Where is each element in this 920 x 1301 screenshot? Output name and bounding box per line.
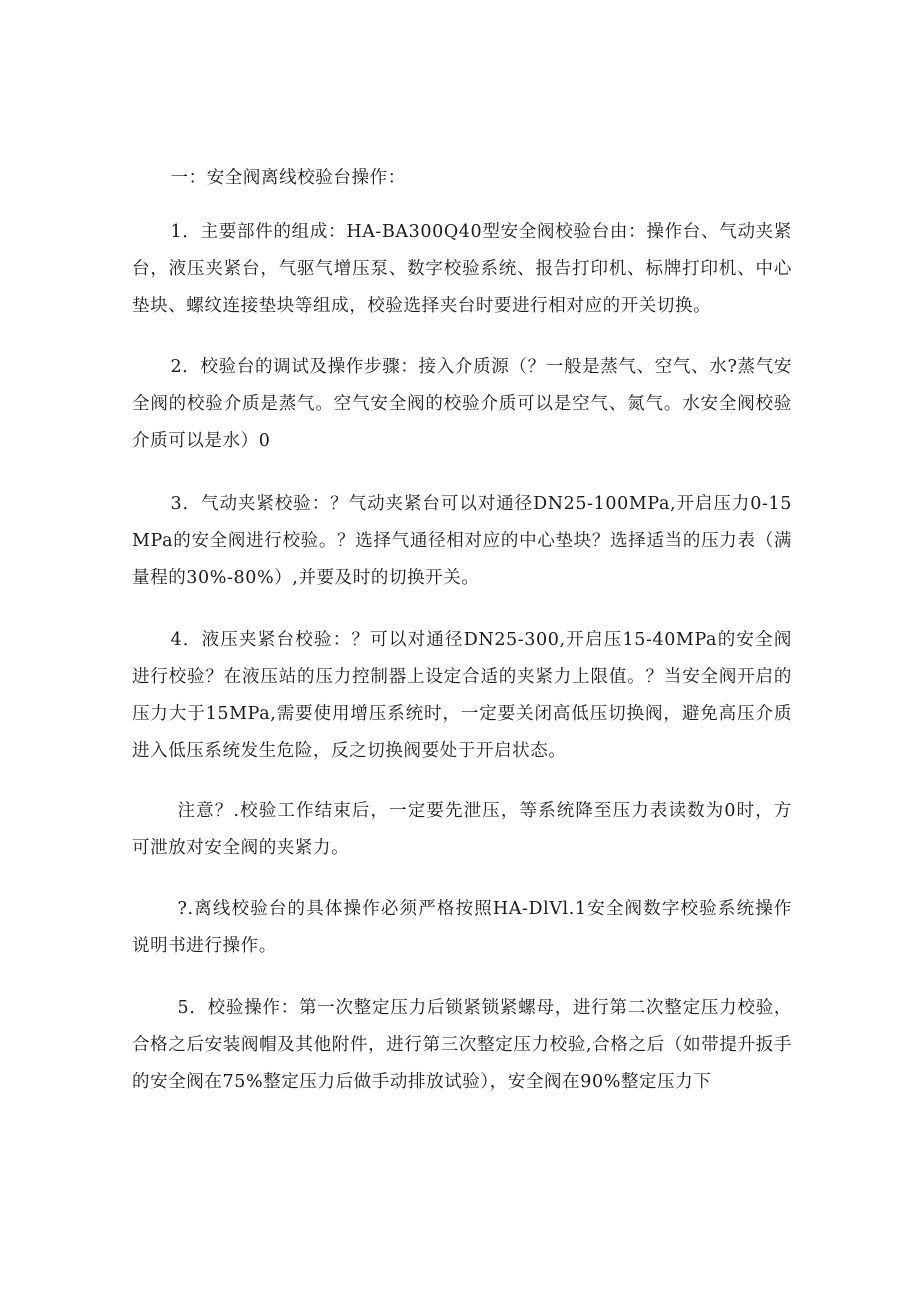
paragraph-debug-steps: 2．校验台的调试及操作步骤：接入介质源（？一般是蒸气、空气、水?蒸气安全阀的校验介质是蒸气。空气安全阀的校验介质可以是空气、氮气。水安全阀校验介质可以是水）0 (132, 357, 792, 451)
section-heading: 一：安全阀离线校验台操作： (170, 168, 406, 188)
paragraph-note-release: 注意？.校验工作结束后，一定要先泄压，等系统降至压力表读数为0时，方可泄放对安全阀的夹紧力。 (132, 801, 792, 858)
paragraph-pneumatic-clamp: 3．气动夹紧校验：？气动夹紧台可以对通径DN25-100MPa,开启压力0-15MPa的安全阀进行校验。？选择气通径相对应的中心垫块？选择适当的压力表（满量程的30%-80%）,并要及时的切换开关。 (132, 494, 792, 588)
paragraph-components: 1．主要部件的组成：HA-BA300Q40型安全阀校验台由：操作台、气动夹紧台，液压夹紧台，气驱气增压泵、数字校验系统、报告打印机、标牌打印机、中心垫块、螺纹连接垫块等组成，校验选择夹台时要进行相对应的开关切换。 (132, 222, 792, 316)
paragraph-note-manual: ?.离线校验台的具体操作必须严格按照HA-DlVl.1安全阀数字校验系统操作说明书进行操作。 (132, 899, 792, 956)
paragraph-verification-operation: 5．校验操作：第一次整定压力后锁紧锁紧螺母，进行第二次整定压力校验，合格之后安装阀帽及其他附件，进行第三次整定压力校验,合格之后（如带提升扳手的安全阀在75%整定压力后做手动排放试验），安全阀在90%整定压力下 (132, 998, 792, 1092)
paragraph-hydraulic-clamp: 4．液压夹紧台校验：？可以对通径DN25-300,开启压15-40MPa的安全阀进行校验？在液压站的压力控制器上设定合适的夹紧力上限值。？当安全阀开启的压力大于15MPa,需要使用增压系统时，一定要关闭高低压切换阀，避免高压介质进入低压系统发生危险，反之切换阀要处于开启状态。 (132, 630, 792, 761)
